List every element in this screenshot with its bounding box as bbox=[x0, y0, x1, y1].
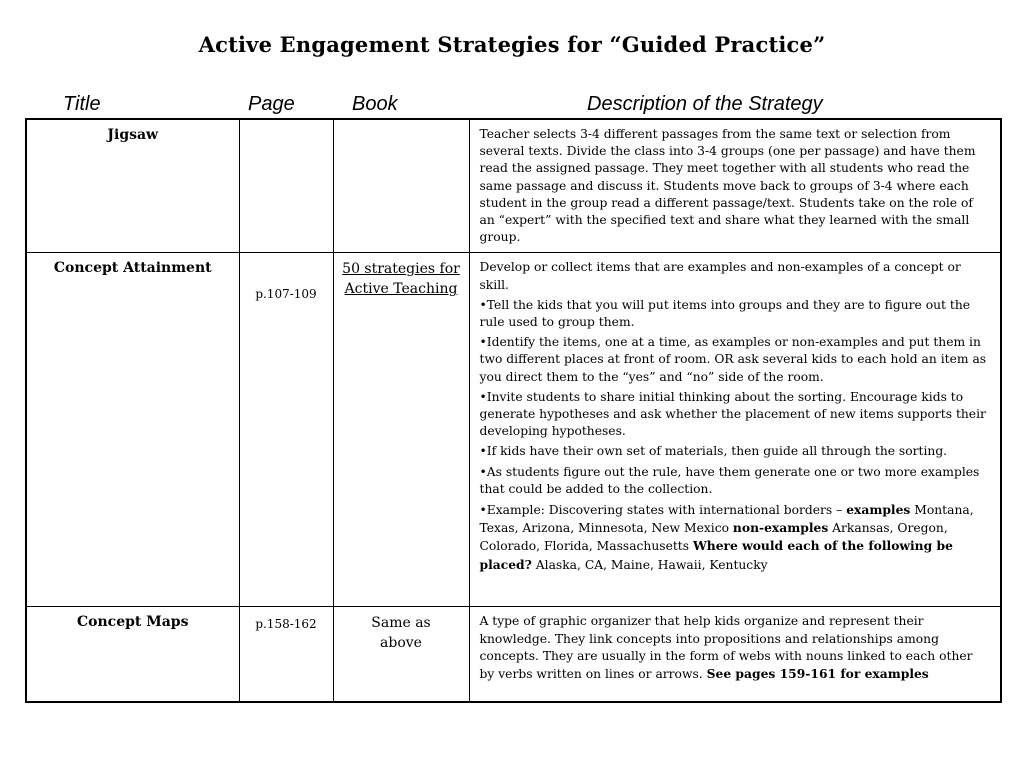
column-header-book: Book bbox=[352, 93, 398, 115]
table-row bbox=[26, 253, 1001, 607]
description-paragraph: •If kids have their own set of materials, then guide all through the sorting. bbox=[479, 444, 948, 459]
column-header-page: Page bbox=[248, 93, 295, 115]
column-header-description: Description of the Strategy bbox=[587, 93, 823, 115]
example-question: Where would each of the following be placed? bbox=[479, 538, 953, 572]
description-paragraph: •Identify the items, one at a time, as examples or non-examples and put them in two different places at front of room. OR ask several kids to each hold an item as you direct them to the “yes” and “no” side of the room. bbox=[479, 335, 987, 384]
strategy-description: Teacher selects 3-4 different passages from the same text or selection from several texts. Divide the class into 3-4 groups (one per passage) and have them read the assigned passage. They meet together with all students who read the same passage and discuss it. Students move back to groups of 3-4 where each student in the group read a different passage/text. Students take on the role of an “expert” with the specified text and share what they learned with the small group. bbox=[469, 119, 1001, 253]
strategy-page bbox=[239, 119, 333, 253]
description-paragraph: •As students figure out the rule, have them generate one or two more examples that could be added to the collection. bbox=[479, 464, 980, 496]
strategy-page: p.158-162 bbox=[239, 607, 333, 702]
strategy-book bbox=[333, 253, 469, 607]
description-example bbox=[480, 501, 991, 574]
strategy-name: Concept Attainment bbox=[26, 253, 239, 607]
column-header-title: Title bbox=[63, 93, 101, 115]
description-text: A type of graphic organizer that help kids organize and represent their knowledge. They link concepts into propositions and relationships among concepts. They are usually in the form of webs with nouns linked to each other by verbs written on lines or arrows. bbox=[479, 614, 973, 682]
book-title: 50 strategies for Active Teaching bbox=[342, 261, 460, 298]
nonexamples-label: non-examples bbox=[732, 520, 829, 536]
strategy-page: p.107-109 bbox=[239, 253, 333, 607]
strategy-description bbox=[469, 253, 1001, 607]
example-intro: •Example: Discovering states with international borders – bbox=[479, 503, 847, 518]
strategies-table bbox=[25, 118, 1002, 703]
strategy-description bbox=[469, 607, 1001, 702]
description-bold: See pages 159-161 for examples bbox=[706, 666, 929, 682]
description-paragraph: Develop or collect items that are examples and non-examples of a concept or skill. bbox=[479, 260, 961, 292]
description-paragraph: •Invite students to share initial thinking about the sorting. Encourage kids to generate hypotheses and ask whether the placement of new items supports their developing hypotheses. bbox=[479, 389, 986, 439]
strategy-name: Concept Maps bbox=[26, 607, 239, 702]
strategy-book bbox=[333, 607, 469, 702]
question-list: Alaska, CA, Maine, Hawaii, Kentucky bbox=[531, 557, 768, 572]
description-paragraph: •Tell the kids that you will put items into groups and they are to figure out the rule used to group them. bbox=[479, 297, 971, 330]
table-row bbox=[26, 607, 1001, 702]
page-title: Active Engagement Strategies for “Guided Practice” bbox=[198, 32, 826, 57]
examples-list: Montana, Texas, Arizona, Minnesota, New Mexico bbox=[479, 503, 974, 536]
strategy-book bbox=[333, 119, 469, 253]
strategy-name: Jigsaw bbox=[26, 119, 239, 253]
examples-label: examples bbox=[846, 502, 911, 518]
table-row bbox=[26, 119, 1001, 253]
book-title: Same as above bbox=[371, 615, 431, 652]
nonexamples-list: Arkansas, Oregon, Colorado, Florida, Massachusetts bbox=[479, 521, 948, 554]
